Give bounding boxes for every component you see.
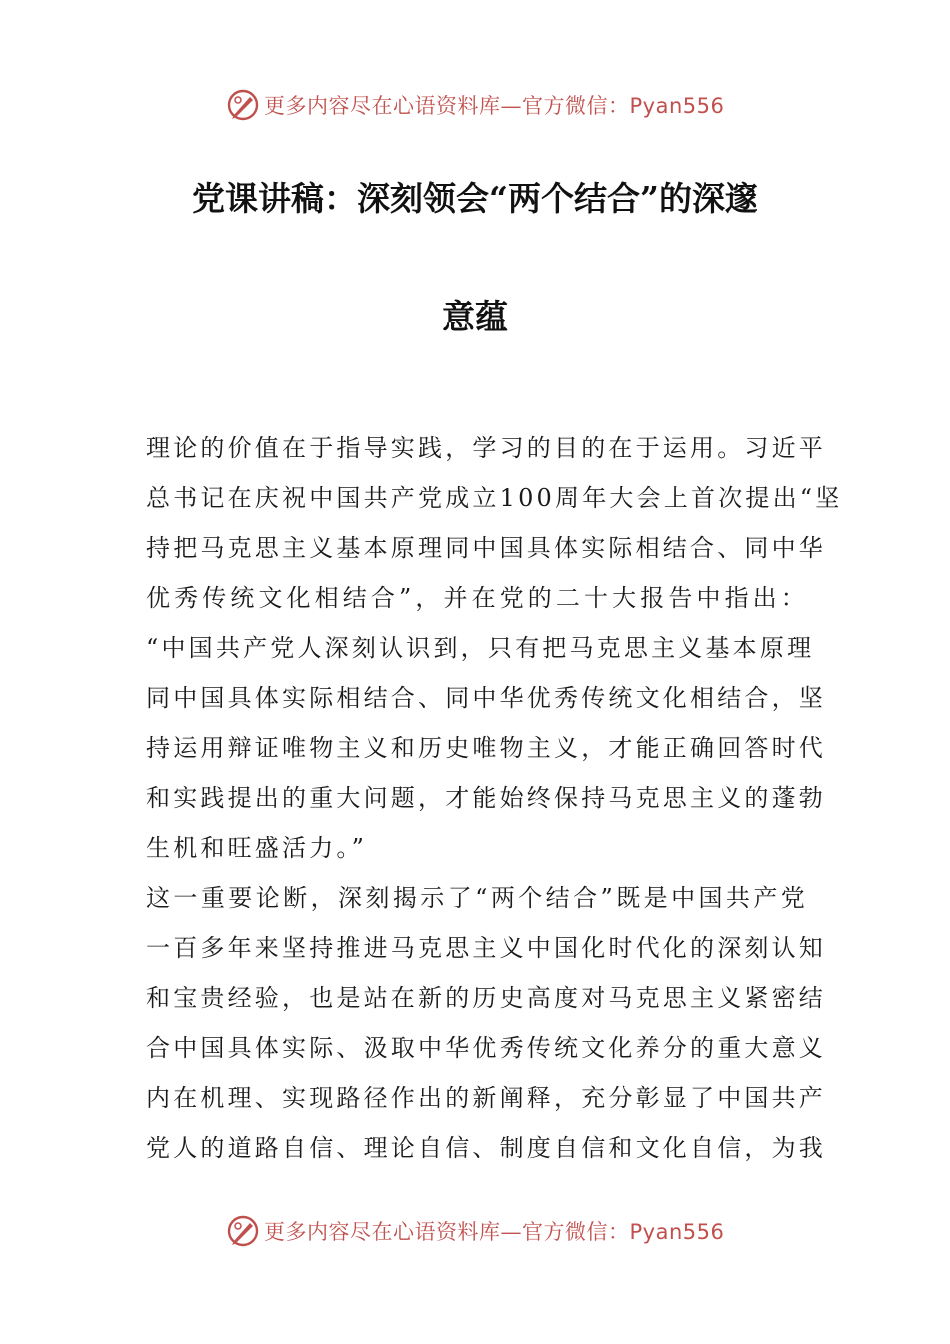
text-line: 和宝贵经验，也是站在新的历史高度对马克思主义紧密结 bbox=[146, 984, 826, 1012]
text-line: 生机和旺盛活力。” bbox=[146, 834, 368, 862]
text-line: 党人的道路自信、理论自信、制度自信和文化自信，为我 bbox=[146, 1134, 826, 1162]
text-line: 合中国具体实际、汲取中华优秀传统文化养分的重大意义 bbox=[146, 1034, 826, 1062]
document-title-line1: 党课讲稿：深刻领会“两个结合”的深邃 bbox=[192, 179, 758, 218]
text-line: 内在机理、实现路径作出的新阐释，充分彰显了中国共产 bbox=[146, 1084, 826, 1112]
text-line: 理论的价值在于指导实践，学习的目的在于运用。习近平 bbox=[146, 434, 826, 462]
watermark-banner-top bbox=[0, 82, 950, 126]
watermark-banner-bottom bbox=[0, 1208, 950, 1252]
text-line: 这一重要论断，深刻揭示了“两个结合”既是中国共产党 bbox=[146, 884, 808, 912]
text-line: 同中国具体实际相结合、同中华优秀传统文化相结合，坚 bbox=[146, 684, 826, 712]
text-line: 总书记在庆祝中国共产党成立100周年大会上首次提出“坚 bbox=[146, 484, 843, 512]
text-line: 优秀传统文化相结合”，并在党的二十大报告中指出： bbox=[146, 584, 808, 612]
watermark-text: 更多内容尽在心语资料库—官方微信：Pyan556 bbox=[264, 1220, 725, 1244]
watermark-text: 更多内容尽在心语资料库—官方微信：Pyan556 bbox=[264, 94, 725, 118]
document-title-line2: 意蕴 bbox=[442, 297, 508, 336]
text-line: 一百多年来坚持推进马克思主义中国化时代化的深刻认知 bbox=[146, 934, 826, 962]
document-body bbox=[146, 430, 843, 1180]
pen-logo-icon bbox=[226, 1214, 260, 1248]
text-line: 持把马克思主义基本原理同中国具体实际相结合、同中华 bbox=[146, 534, 826, 562]
text-line: 持运用辩证唯物主义和历史唯物主义，才能正确回答时代 bbox=[146, 734, 826, 762]
pen-logo-icon bbox=[226, 88, 260, 122]
text-line: “中国共产党人深刻认识到，只有把马克思主义基本原理 bbox=[146, 634, 815, 662]
paragraph-1 bbox=[146, 430, 843, 880]
text-line: 和实践提出的重大问题，才能始终保持马克思主义的蓬勃 bbox=[146, 784, 826, 812]
paragraph-2 bbox=[146, 880, 826, 1180]
